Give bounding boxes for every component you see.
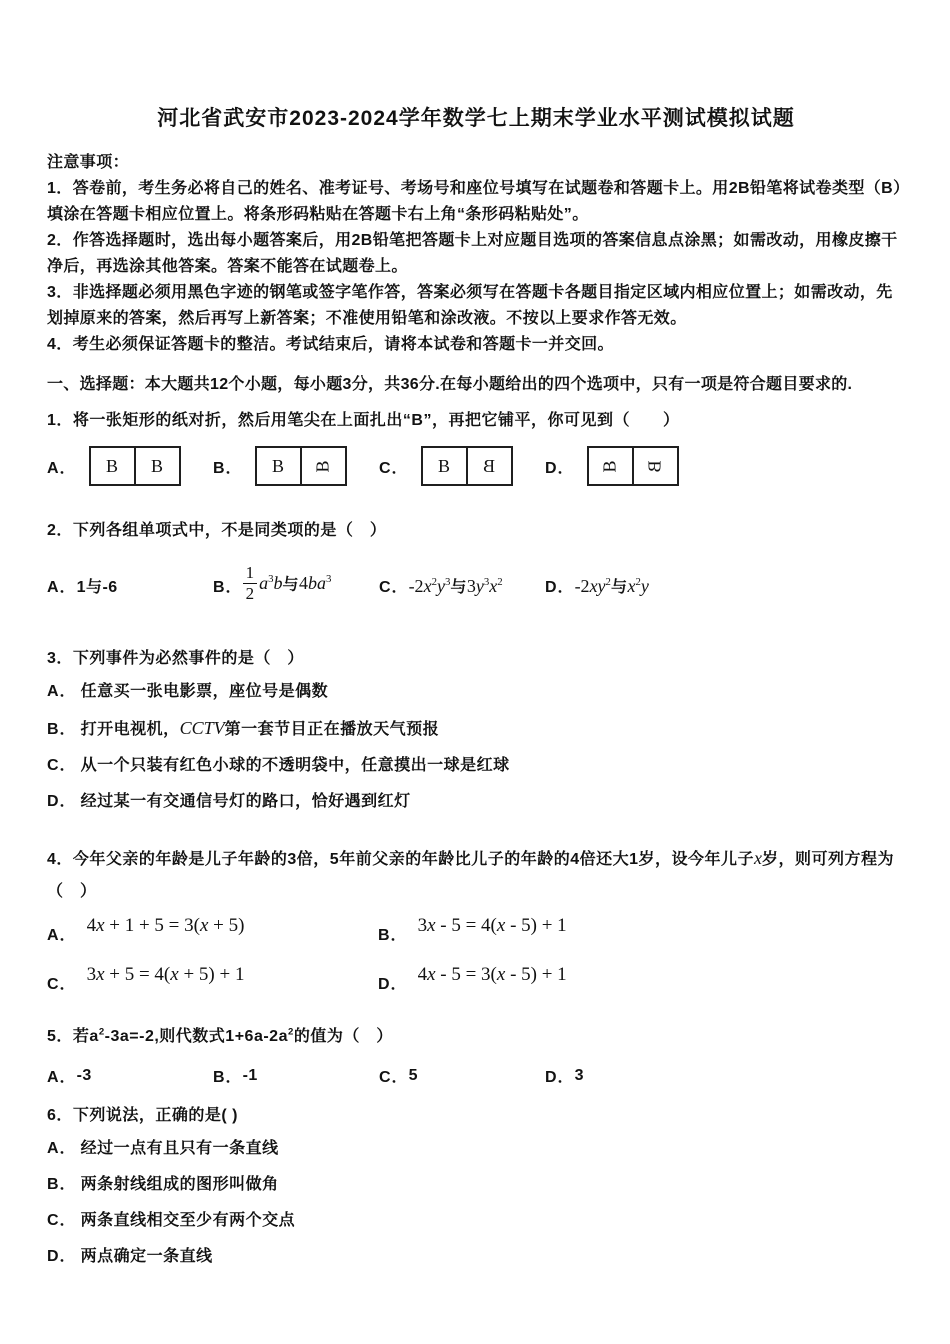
option-label: D． bbox=[47, 793, 77, 810]
option-text bbox=[77, 1067, 92, 1085]
notice-item: 1．答卷前，考生务必将自己的姓名、准考证号、考场号和座位号填写在试题卷和答题卡上。用2B铅笔将试卷类型（B）填涂在答题卡相应位置上。将条形码粘贴在答题卡右上角“条形码粘贴处”。 bbox=[47, 180, 902, 223]
folded-paper-figure bbox=[421, 446, 513, 486]
text-run: 打开电视机， bbox=[80, 721, 180, 738]
option-label: B． bbox=[378, 927, 408, 944]
question-4-stem bbox=[47, 842, 905, 908]
folded-letter-cell bbox=[91, 448, 134, 484]
option-a bbox=[47, 1064, 213, 1087]
text-run: 4．今年父亲的年龄是儿子年龄的3倍，5年前父亲的年龄比儿子的年龄的4倍还大1岁，设今年儿子 bbox=[47, 851, 754, 868]
fraction: $\frac{1}{2}$ bbox=[243, 564, 258, 603]
text-run: 第一套节目正在播放天气预报 bbox=[224, 721, 440, 738]
notice-heading: 注意事项： bbox=[47, 154, 130, 171]
math-expression: CCTV bbox=[179, 718, 225, 738]
question-1-options bbox=[47, 444, 905, 488]
option-b bbox=[378, 915, 709, 945]
option-a bbox=[47, 446, 213, 486]
question-3-stem: 3．下列事件为必然事件的是（ ） bbox=[47, 650, 304, 667]
folded-letter-cell bbox=[423, 448, 466, 484]
option-a bbox=[47, 1131, 905, 1167]
text-run: 与 bbox=[282, 576, 299, 594]
option-label: C． bbox=[379, 578, 409, 596]
option-label: C． bbox=[47, 976, 77, 993]
option-label: C． bbox=[47, 757, 77, 774]
question-2-options bbox=[47, 558, 905, 612]
folded-letter-cell bbox=[300, 448, 345, 484]
option-text bbox=[81, 1212, 296, 1229]
text-run: 与 bbox=[450, 578, 467, 596]
letter-glyph: B bbox=[599, 459, 620, 473]
option-b bbox=[47, 1167, 905, 1203]
question-1 bbox=[47, 408, 905, 488]
option-text bbox=[81, 1140, 279, 1157]
option-text bbox=[81, 757, 510, 774]
folded-letter-cell bbox=[589, 448, 632, 484]
question-4-options-row-1 bbox=[47, 915, 905, 945]
option-label: B． bbox=[47, 1176, 77, 1193]
text-run: 任意买一张电影票，座位号是偶数 bbox=[80, 683, 329, 700]
text-run: 1与-6 bbox=[76, 578, 118, 596]
option-equation bbox=[87, 964, 245, 986]
text-run: 5．若$a^2-3a=-2$,则代数式$1+6a-2a^2$的值为（ ） bbox=[47, 1026, 393, 1045]
option-text bbox=[575, 1067, 584, 1085]
math-expression: x bbox=[754, 848, 762, 868]
option-text bbox=[81, 1176, 279, 1193]
text-run: 与 bbox=[610, 578, 628, 596]
math-expression: 4x - 5 = 3(x - 5) + 1 bbox=[417, 964, 567, 985]
option-c bbox=[379, 574, 545, 597]
text-run: 3 bbox=[574, 1066, 584, 1084]
option-label: A． bbox=[47, 683, 77, 700]
option-b bbox=[213, 562, 379, 605]
text-run: 5 bbox=[408, 1066, 418, 1084]
option-b bbox=[47, 710, 905, 748]
option-label: B． bbox=[213, 578, 243, 596]
option-label: D． bbox=[545, 1069, 575, 1086]
question-2 bbox=[47, 518, 905, 612]
option-label: D． bbox=[545, 459, 575, 477]
question-6 bbox=[47, 1103, 905, 1275]
folded-letter-cell bbox=[632, 448, 677, 484]
option-label: D． bbox=[378, 976, 408, 993]
option-label: D． bbox=[545, 578, 575, 596]
letter-glyph: B bbox=[106, 455, 119, 476]
option-equation bbox=[418, 964, 567, 986]
option-d bbox=[545, 574, 649, 597]
text-run: 经过某一有交通信号灯的路口，恰好遇到红灯 bbox=[80, 793, 411, 810]
text-run: -3 bbox=[76, 1066, 92, 1084]
option-text bbox=[81, 683, 329, 700]
text-run: 两点确定一条直线 bbox=[80, 1248, 213, 1265]
option-label: A． bbox=[47, 1140, 77, 1157]
text-run: -1 bbox=[242, 1066, 258, 1084]
folded-letter-cell bbox=[134, 448, 179, 484]
text-run: 从一个只装有红色小球的不透明袋中，任意摸出一球是红球 bbox=[80, 757, 510, 774]
notice-section bbox=[47, 150, 905, 358]
option-c bbox=[379, 446, 545, 486]
text-run: 经过一点有且只有一条直线 bbox=[80, 1140, 279, 1157]
option-label: B． bbox=[213, 459, 243, 477]
option-label: A． bbox=[47, 459, 77, 477]
option-text bbox=[77, 574, 118, 597]
math-expression: 4x + 1 + 5 = 3(x + 5) bbox=[86, 915, 245, 936]
folded-paper-figure bbox=[587, 446, 679, 486]
question-2-stem: 2．下列各组单项式中，不是同类项的是（ ） bbox=[47, 522, 387, 539]
question-5 bbox=[47, 1024, 905, 1087]
notice-item: 3．非选择题必须用黑色字迹的钢笔或签字笔作答，答案必须写在答题卡各题目指定区域内相应位置上；如需改动，先划掉原来的答案，然后再写上新答案；不准使用铅笔和涂改液。不按以上要求作答无效。 bbox=[47, 284, 893, 327]
math-expression: $-2xy^2$ bbox=[574, 575, 611, 596]
folded-letter-cell bbox=[257, 448, 300, 484]
option-text bbox=[243, 562, 332, 605]
letter-glyph: B bbox=[272, 455, 285, 476]
letter-glyph: B bbox=[438, 455, 451, 476]
option-label: B． bbox=[213, 1069, 243, 1086]
notice-item: 2．作答选择题时，选出每小题答案后，用2B铅笔把答题卡上对应题目选项的答案信息点涂黑；如需改动，用橡皮擦干净后，再选涂其他答案。答案不能答在试题卷上。 bbox=[47, 232, 898, 275]
option-label: A． bbox=[47, 578, 77, 596]
option-label: A． bbox=[47, 1069, 77, 1086]
text-run: 两条直线相交至少有两个交点 bbox=[80, 1212, 296, 1229]
question-4-options-row-2 bbox=[47, 964, 905, 994]
option-equation bbox=[87, 915, 245, 937]
math-expression: $4ba^3$ bbox=[298, 573, 332, 594]
option-c bbox=[47, 748, 905, 784]
option-d bbox=[545, 446, 679, 486]
option-c bbox=[379, 1064, 545, 1087]
question-4 bbox=[47, 842, 905, 994]
question-3 bbox=[47, 646, 905, 820]
option-label: C． bbox=[379, 459, 409, 477]
folded-paper-figure bbox=[89, 446, 181, 486]
notice-item: 4．考生必须保证答题卡的整洁。考试结束后，请将本试卷和答题卡一并交回。 bbox=[47, 336, 614, 353]
math-expression: $3y^3x^2$ bbox=[466, 575, 503, 596]
math-expression: $\frac{1}{2}$ $a^3b$ bbox=[243, 573, 283, 593]
question-5-stem bbox=[47, 1024, 905, 1050]
option-c bbox=[47, 1203, 905, 1239]
option-text bbox=[80, 718, 440, 738]
math-expression: $x^2y$ bbox=[627, 575, 649, 596]
text-run: 两条射线组成的图形叫做角 bbox=[80, 1176, 279, 1193]
option-label: D． bbox=[47, 1248, 77, 1265]
option-b bbox=[213, 446, 379, 486]
letter-glyph: B bbox=[644, 459, 665, 473]
option-d bbox=[47, 784, 905, 820]
math-expression: $-2x^2y^3$ bbox=[408, 575, 451, 596]
option-a bbox=[47, 915, 378, 945]
question-3-options bbox=[47, 674, 905, 820]
question-5-options bbox=[47, 1064, 905, 1087]
math-expression: 3x - 5 = 4(x - 5) + 1 bbox=[417, 915, 567, 936]
option-text bbox=[243, 1067, 258, 1085]
section1-heading: 一、选择题：本大题共12个小题，每小题3分，共36分.在每小题给出的四个选项中，只有一项是符合题目要求的. bbox=[47, 376, 853, 393]
text-run: 岁，则可列方程为（ ） bbox=[47, 851, 895, 900]
option-equation bbox=[418, 915, 567, 937]
option-d bbox=[47, 1239, 905, 1275]
letter-glyph: B bbox=[151, 455, 164, 476]
question-6-options bbox=[47, 1131, 905, 1275]
option-a bbox=[47, 574, 213, 597]
question-6-stem: 6．下列说法，正确的是( ) bbox=[47, 1107, 239, 1124]
option-text bbox=[409, 574, 503, 597]
folded-paper-figure bbox=[255, 446, 347, 486]
option-text bbox=[81, 1248, 213, 1265]
option-b bbox=[213, 1064, 379, 1087]
option-label: B． bbox=[47, 721, 77, 738]
question-1-stem: 1．将一张矩形的纸对折，然后用笔尖在上面扎出“B”，再把它铺平，你可见到（ ） bbox=[47, 412, 680, 429]
letter-glyph: B bbox=[483, 455, 496, 476]
folded-letter-cell bbox=[466, 448, 511, 484]
math-expression: 3x + 5 = 4(x + 5) + 1 bbox=[86, 964, 245, 985]
option-label: C． bbox=[379, 1069, 409, 1086]
page-title: 河北省武安市2023-2024学年数学七上期末学业水平测试模拟试题 bbox=[157, 107, 795, 130]
option-d bbox=[545, 1064, 584, 1087]
option-label: A． bbox=[47, 927, 77, 944]
option-text bbox=[81, 793, 411, 810]
option-text bbox=[575, 574, 649, 597]
option-label: C． bbox=[47, 1212, 77, 1229]
option-text bbox=[409, 1067, 418, 1085]
option-d bbox=[378, 964, 709, 994]
option-c bbox=[47, 964, 378, 994]
option-a bbox=[47, 674, 905, 710]
letter-glyph: B bbox=[312, 459, 333, 473]
